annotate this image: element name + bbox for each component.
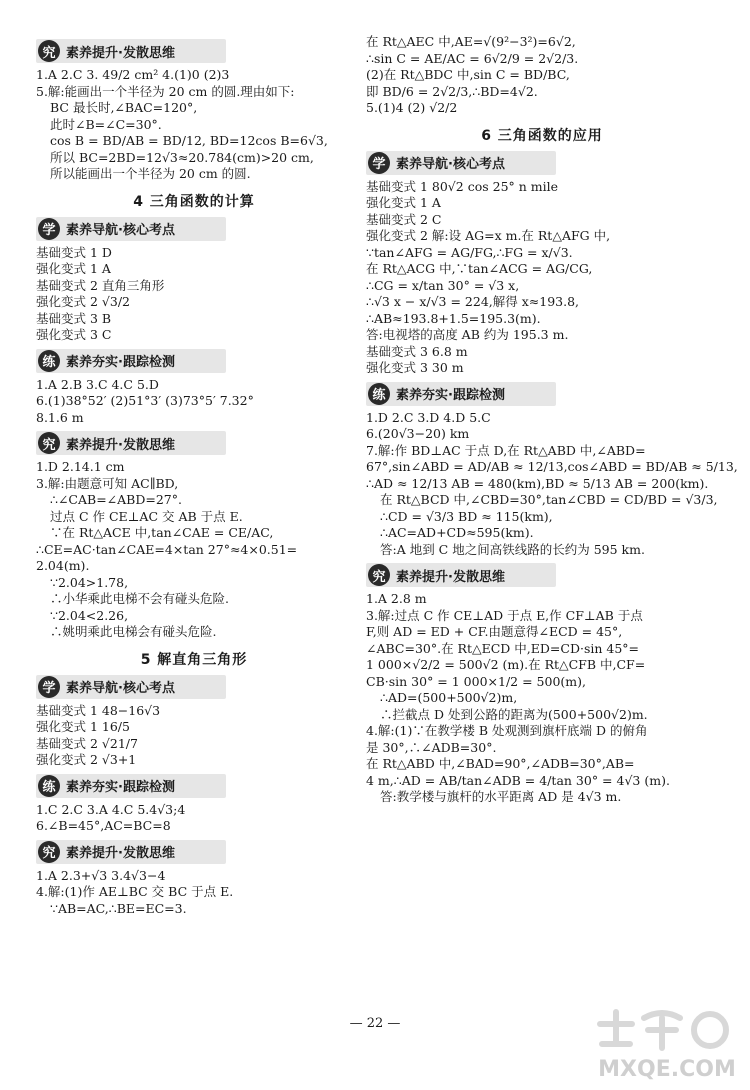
answer-line: 强化变式 2 √3+1 [36,752,137,767]
section-title: 4 三角函数的计算 [133,193,255,210]
answer-line: 8.1.6 m [36,409,84,425]
banner-title: 素养提升·发散思维 [396,569,505,585]
section-banner [36,840,226,864]
page-number: — 22 — [349,1016,401,1031]
right-column [366,34,738,806]
answer-line: 在 Rt△ABD 中,∠BAD=90°,∠ADB=30°,AB= [366,756,635,771]
banner-badge-icon: 练 [38,775,60,797]
answer-line: ∵2.04>1.78, [50,574,129,590]
answer-line: ∴拦截点 D 处到公路的距离为(500+500√2)m. [380,706,648,722]
answer-line: 所以 BC=2BD=12√3≈20.784(cm)>20 cm, [50,149,314,165]
answer-line: 此时∠B=∠C=30°. [50,116,162,132]
answer-line: ∵tan∠AFG = AG/FG,∴FG = x/√3. [366,244,573,260]
banner-badge-icon: 究 [38,40,60,62]
answer-line: 1.A 2.3+√3 3.4√3−4 [36,867,166,883]
answer-line: ∵在 Rt△ACE 中,tan∠CAE = CE/AC, [50,525,274,540]
answer-line: 1.C 2.C 3.A 4.C 5.4√3;4 [36,801,186,817]
banner-badge-icon: 练 [368,383,390,405]
answer-line: ∴小华乘此电梯不会有碰头危险. [50,591,229,606]
answer-line: 4.解:(1)∵在教学楼 B 处观测到旗杆底端 D 的俯角 [366,723,648,738]
answer-line: 6.(20√3−20) km [366,426,470,441]
answer-line: ∴CD = √3/3 BD ≈ 115(km), [380,508,553,524]
answer-line: 3.解:由题意可知 AC∥BD, [36,475,179,491]
watermark-logo [592,1004,742,1084]
section-title: 6 三角函数的应用 [481,127,603,144]
answer-line: (2)在 Rt△BDC 中,sin C = BD/BC, [366,67,570,82]
answer-line: 6.(1)38°52′ (2)51°3′ (3)73°5′ 7.32° [36,393,254,408]
answer-line: 1.D 2.14.1 cm [36,459,125,474]
answer-line: 5.(1)4 (2) √2/2 [366,100,458,115]
answer-line: ∴CG = x/tan 30° = √3 x, [366,277,520,293]
banner-badge-icon: 学 [38,676,60,698]
banner-title: 素养提升·发散思维 [66,45,175,61]
section-title: 5 解直角三角形 [140,651,248,668]
answer-line: 4 m,∴AD = AB/tan∠ADB = 4/tan 30° = 4√3 (m). [366,772,670,788]
answer-line: 4.解:(1)作 AE⊥BC 交 BC 于点 E. [36,884,234,899]
answer-line: 6.∠B=45°,AC=BC=8 [36,818,171,833]
answer-line: F,则 AD = ED + CF.由题意得∠ECD = 45°, [366,624,623,639]
answer-line: 3.解:过点 C 作 CE⊥AD 于点 E,作 CF⊥AB 于点 [366,607,643,623]
section-banner [36,774,226,798]
answer-line: 1 000×√2/2 = 500√2 (m).在 Rt△CFB 中,CF= [366,657,646,672]
answer-line: ∴AC=AD+CD≈595(km). [380,525,534,540]
answer-line: 1.A 2.B 3.C 4.C 5.D [36,376,159,392]
answer-line: 答:教学楼与旗杆的水平距离 AD 是 4√3 m. [380,789,622,804]
answer-line: 强化变式 1 A [36,261,111,276]
answer-line: 强化变式 1 A [366,195,441,210]
answer-line: 基础变式 1 D [36,244,112,260]
answer-line: ∴AB≈193.8+1.5=195.3(m). [366,310,541,326]
answer-line: ∵AB=AC,∴BE=EC=3. [50,900,187,916]
section-banner [36,217,226,241]
answer-line: 在 Rt△AEC 中,AE=√(9²−3²)=6√2, [366,34,576,49]
answer-line: 即 BD/6 = 2√2/3,∴BD=4√2. [366,83,538,99]
answer-line: 所以能画出一个半径为 20 cm 的圆. [50,166,251,181]
section-banner [36,39,226,63]
answer-line: 基础变式 2 直角三角形 [36,277,165,293]
answer-line: cos B = BD/AB = BD/12, BD=12cos B=6√3, [50,133,328,148]
answer-line: 强化变式 2 √3/2 [36,294,130,309]
answer-line: CB·sin 30° = 1 000×1/2 = 500(m), [366,673,586,689]
answer-line: ∴AD ≈ 12/13 AB = 480(km),BD ≈ 5/13 AB = 200(km). [366,475,709,491]
section-banner [36,675,226,699]
answer-line: 2.04(m). [36,558,90,573]
answer-line: 67°,sin∠ABD = AD/AB ≈ 12/13,cos∠ABD = BD/AB ≈ 5/13, [366,459,738,474]
answer-line: ∴√3 x − x/√3 = 224,解得 x≈193.8, [366,294,580,309]
answer-line: ∴∠CAB=∠ABD=27°. [50,492,182,507]
answer-line: 答:电视塔的高度 AB 约为 195.3 m. [366,327,569,342]
answer-line: 强化变式 3 30 m [366,360,464,375]
answer-line: 基础变式 2 C [366,211,442,227]
banner-title: 素养提升·发散思维 [66,846,175,861]
watermark-logo-icon [592,1004,742,1084]
answer-line: 基础变式 1 48−16√3 [36,702,161,718]
banner-badge-icon: 练 [38,350,60,372]
banner-badge-icon: 学 [368,152,390,174]
banner-title: 素养导航·核心考点 [66,223,175,238]
banner-title: 素养提升·发散思维 [66,437,175,453]
answer-line: BC 最长时,∠BAC=120°, [50,100,198,115]
banner-title: 素养导航·核心考点 [66,681,175,696]
answer-line: 基础变式 2 √21/7 [36,735,138,751]
banner-badge-icon: 究 [38,841,60,863]
answer-line: ∴AD=(500+500√2)m, [380,690,518,705]
answer-line: 1.A 2.C 3. 49/2 cm² 4.(1)0 (2)3 [36,67,230,82]
left-column [36,34,352,917]
answer-line: 在 Rt△ACG 中,∵tan∠ACG = AG/CG, [366,261,593,276]
answer-line: ∵2.04<2.26, [50,607,129,623]
watermark-text: MXQE.COM [598,1057,736,1082]
section-banner [366,151,556,175]
answer-line: 7.解:作 BD⊥AC 于点 D,在 Rt△ABD 中,∠ABD= [366,442,646,458]
banner-badge-icon: 究 [38,432,60,454]
answer-line: 基础变式 3 6.8 m [366,343,468,359]
section-banner [36,349,226,373]
answer-line: ∴sin C = AE/AC = 6√2/9 = 2√2/3. [366,50,579,66]
section-banner [366,563,556,587]
answer-line: 基础变式 1 80√2 cos 25° n mile [366,178,559,194]
answer-line: 答:A 地到 C 地之间高铁线路的长约为 595 km. [380,541,645,557]
banner-badge-icon: 学 [38,218,60,240]
answer-line: 强化变式 1 16/5 [36,719,130,734]
banner-badge-icon: 究 [368,564,390,586]
answer-line: 强化变式 2 解:设 AG=x m.在 Rt△AFG 中, [366,228,611,243]
answer-line: 基础变式 3 B [36,310,112,326]
banner-title: 素养夯实·跟踪检测 [66,780,175,795]
section-banner [36,431,226,455]
section-banner [366,382,556,406]
answer-line: 在 Rt△BCD 中,∠CBD=30°,tan∠CBD = CD/BD = √3/3, [380,492,718,507]
answer-line: 5.解:能画出一个半径为 20 cm 的圆.理由如下: [36,83,295,99]
banner-title: 素养夯实·跟踪检测 [66,355,175,370]
answer-line: 1.D 2.C 3.D 4.D 5.C [366,409,491,425]
banner-title: 素养导航·核心考点 [396,157,505,172]
banner-title: 素养夯实·跟踪检测 [396,388,505,403]
answer-line: 是 30°,∴∠ADB=30°. [366,739,497,755]
answer-line: 1.A 2.8 m [366,591,427,606]
answer-line: 过点 C 作 CE⊥AC 交 AB 于点 E. [50,508,243,524]
answer-line: ∴CE=AC·tan∠CAE=4×tan 27°≈4×0.51= [36,541,298,557]
answer-line: 强化变式 3 C [36,327,112,342]
answer-line: ∠ABC=30°.在 Rt△ECD 中,ED=CD·sin 45°= [366,640,640,656]
answer-line: ∴姚明乘此电梯会有碰头危险. [50,624,217,639]
